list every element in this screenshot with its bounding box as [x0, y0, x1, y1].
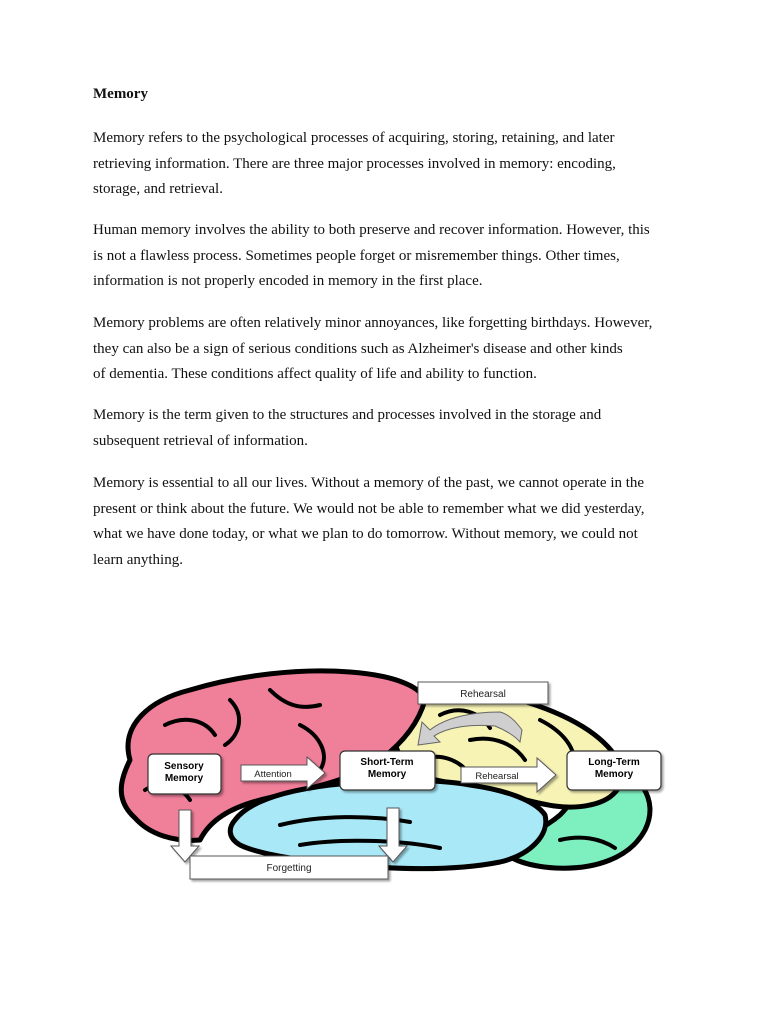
sensory-memory-line1: Sensory: [164, 761, 204, 772]
text-line: of dementia. These conditions affect quality of life and ability to function.: [93, 366, 537, 382]
attention-label: Attention: [254, 769, 292, 780]
short-term-memory-line1: Short-Term: [360, 757, 414, 768]
short-term-memory-box: [340, 751, 435, 790]
text-line: Human memory involves the ability to both preserve and recover information. However, this: [93, 222, 650, 238]
rehearsal-loop-label: Rehearsal: [460, 689, 506, 700]
text-line: storage, and retrieval.: [93, 181, 223, 197]
text-line: Memory is the term given to the structures and processes involved in the storage and: [93, 407, 602, 423]
page-title: Memory: [93, 86, 148, 102]
text-line: is not a flawless process. Sometimes people forget or misremember things. Other times,: [93, 247, 620, 264]
text-line: present or think about the future. We would not be able to remember what we did yesterday,: [93, 500, 645, 517]
text-line: what we have done today, or what we plan to do tomorrow. Without memory, we could not: [93, 526, 638, 542]
paragraph-memory-problems: [93, 311, 683, 388]
short-term-memory-line2: Memory: [367, 769, 407, 780]
text-line: Memory problems are often relatively minor annoyances, like forgetting birthdays. However,: [93, 315, 653, 331]
long-term-memory-box: [567, 751, 661, 790]
text-line: Memory is essential to all our lives. Without a memory of the past, we cannot operate in the: [93, 475, 645, 491]
rehearsal-arrow-label: Rehearsal: [475, 771, 519, 782]
long-term-memory-line2: Memory: [594, 769, 634, 780]
paragraph-term: [93, 403, 683, 454]
long-term-memory-line1: Long-Term: [588, 757, 640, 768]
rehearsal-loop-label-box: [418, 682, 548, 704]
paragraph-definition: [93, 126, 683, 203]
paragraph-human-memory: [93, 218, 683, 295]
text-line: learn anything.: [93, 551, 183, 568]
paragraph-essential: [93, 471, 683, 573]
text-line: subsequent retrieval of information.: [93, 432, 308, 449]
forgetting-label: Forgetting: [266, 863, 312, 874]
sensory-memory-line2: Memory: [164, 773, 204, 784]
text-line: information is not properly encoded in memory in the first place.: [93, 273, 483, 289]
text-line: retrieving information. There are three major processes involved in memory: encoding,: [93, 155, 616, 172]
text-line: they can also be a sign of serious conditions such as Alzheimer's disease and other kinds: [93, 340, 623, 357]
memory-model-diagram: [0, 640, 768, 900]
forgetting-box: [190, 856, 388, 879]
text-line: Memory refers to the psychological processes of acquiring, storing, retaining, and later: [93, 130, 615, 146]
sensory-memory-box: [148, 754, 221, 794]
brain-diagram-svg: [0, 640, 768, 900]
